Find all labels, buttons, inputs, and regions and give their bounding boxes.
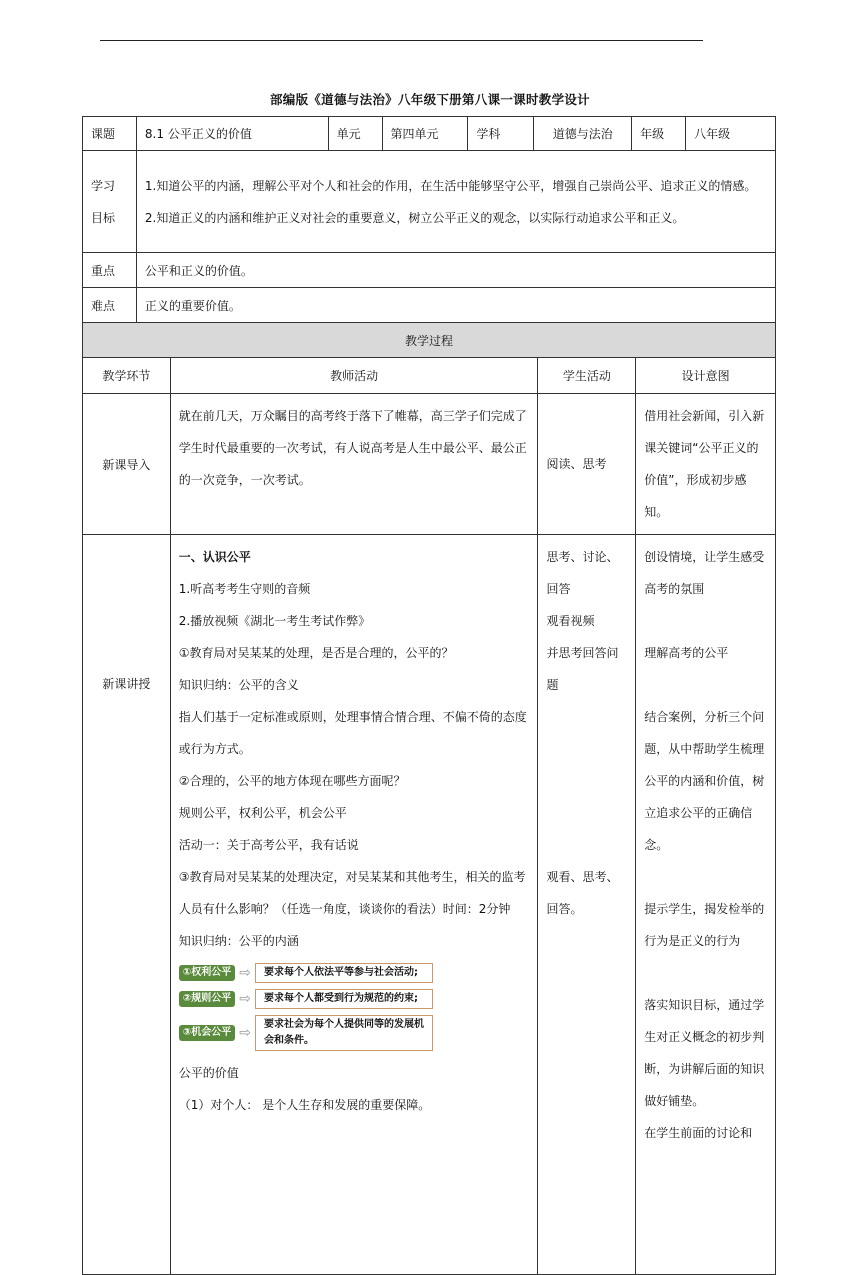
- student-lecture: [538, 535, 636, 1275]
- goal-content: [136, 151, 775, 253]
- teacher-line: 活动一：关于高考公平，我有话说: [178, 838, 359, 852]
- student-line: 并思考回答问题: [546, 646, 619, 692]
- arrow-right-icon: ⇨: [239, 1025, 251, 1041]
- fairness-diagram: [179, 963, 530, 1051]
- header-rule: [100, 40, 703, 41]
- stage-intro: 新课导入: [83, 394, 171, 535]
- teacher-line: ②合理的，公平的地方体现在哪些方面呢？: [178, 774, 406, 788]
- diagram-row: [179, 1015, 530, 1051]
- student-line: 观看视频: [546, 614, 595, 628]
- diagram-tag: ②规则公平: [179, 991, 235, 1007]
- col-teacher: 教师活动: [170, 358, 538, 394]
- goal-label-line2: 目标: [91, 210, 116, 225]
- teacher-line: 知识归纳：公平的含义: [178, 678, 299, 692]
- design-line: 提示学生，揭发检举的行为是正义的行为: [644, 902, 765, 948]
- goal-item-2: 2.知道正义的内涵和维护正义对社会的重要意义，树立公平正义的观念，以实际行动追求公平和正义。: [144, 210, 685, 225]
- key-point-label: 重点: [83, 253, 137, 288]
- key-point-value: 公平和正义的价值。: [136, 253, 775, 288]
- goal-label-line1: 学习: [91, 178, 116, 193]
- teacher-line: 1.听高考考生守则的音频: [178, 582, 311, 596]
- subject-label: 学科: [468, 117, 534, 151]
- lesson-info-table: [82, 116, 776, 323]
- teaching-process-table: [82, 322, 776, 1275]
- diagram-box: 要求每个人依法平等参与社会活动;: [255, 963, 433, 983]
- teacher-lecture: [170, 535, 538, 1275]
- teacher-line: ①教育局对吴某某的处理，是否是合理的，公平的？: [178, 646, 454, 660]
- goal-label: [83, 151, 137, 253]
- design-intro: 借用社会新闻，引入新课关键词“公平正义的价值”，形成初步感知。: [636, 394, 776, 535]
- col-stage: 教学环节: [83, 358, 171, 394]
- diagram-tag: ③机会公平: [179, 1025, 235, 1041]
- design-lecture: [636, 535, 776, 1275]
- diagram-box: 要求每个人都受到行为规范的约束;: [255, 989, 433, 1009]
- arrow-right-icon: ⇨: [239, 965, 251, 981]
- stage-lecture: 新课讲授: [83, 535, 171, 1275]
- section-heading: 一、认识公平: [178, 550, 251, 564]
- design-line: 结合案例，分析三个问题，从中帮助学生梳理公平的内涵和价值，树立追求公平的正确信念。: [644, 710, 765, 852]
- design-line: 创设情境，让学生感受高考的氛围: [644, 550, 765, 596]
- student-line: 观看、思考、回答。: [546, 870, 619, 916]
- topic-value: 8.1 公平正义的价值: [136, 117, 328, 151]
- goal-item-1: 1.知道公平的内涵，理解公平对个人和社会的作用，在生活中能够坚守公平，增强自己崇尚公平、追求正义的情感。: [144, 178, 757, 193]
- grade-label: 年级: [632, 117, 686, 151]
- teacher-line: 知识归纳：公平的内涵: [178, 934, 299, 948]
- teacher-intro: 就在前几天，万众瞩目的高考终于落下了帷幕，高三学子们完成了学生时代最重要的一次考试，有人说高考是人生中最公平、最公正的一次竞争，一次考试。: [170, 394, 538, 535]
- arrow-right-icon: ⇨: [239, 991, 251, 1007]
- design-line: 落实知识目标，通过学生对正义概念的初步判断，为讲解后面的知识做好铺垫。: [644, 998, 765, 1108]
- subject-value: 道德与法治: [534, 117, 632, 151]
- difficult-point-label: 难点: [83, 288, 137, 323]
- student-line: 思考、讨论、回答: [546, 550, 619, 596]
- teacher-line: （1）对个人： 是个人生存和发展的重要保障。: [178, 1098, 431, 1112]
- diagram-tag: ①权利公平: [179, 965, 235, 981]
- teacher-line: 规则公平，权利公平，机会公平: [178, 806, 347, 820]
- design-line: 在学生前面的讨论和: [644, 1126, 753, 1140]
- difficult-point-value: 正义的重要价值。: [136, 288, 775, 323]
- diagram-row: [179, 963, 530, 983]
- page-title: 部编版《道德与法治》八年级下册第八课一课时教学设计: [269, 92, 590, 107]
- unit-label: 单元: [328, 117, 382, 151]
- col-design: 设计意图: [636, 358, 776, 394]
- grade-value: 八年级: [686, 117, 776, 151]
- topic-label: 课题: [83, 117, 137, 151]
- teacher-line: 2.播放视频《湖北一考生考试作弊》: [178, 614, 371, 628]
- col-student: 学生活动: [538, 358, 636, 394]
- teacher-line: 公平的价值: [178, 1066, 239, 1080]
- teacher-line: 指人们基于一定标准或原则，处理事情合情合理、不偏不倚的态度或行为方式。: [178, 710, 527, 756]
- teacher-line: ③教育局对吴某某的处理决定，对吴某某和其他考生，相关的监考人员有什么影响？（任选一角度，谈谈你的看法）时间：2分钟: [178, 870, 526, 916]
- diagram-box: 要求社会为每个人提供同等的发展机会和条件。: [255, 1015, 433, 1051]
- student-intro: 阅读、思考: [538, 394, 636, 535]
- design-line: 理解高考的公平: [644, 646, 729, 660]
- unit-value: 第四单元: [382, 117, 468, 151]
- diagram-row: [179, 989, 530, 1009]
- process-header: 教学过程: [83, 323, 776, 358]
